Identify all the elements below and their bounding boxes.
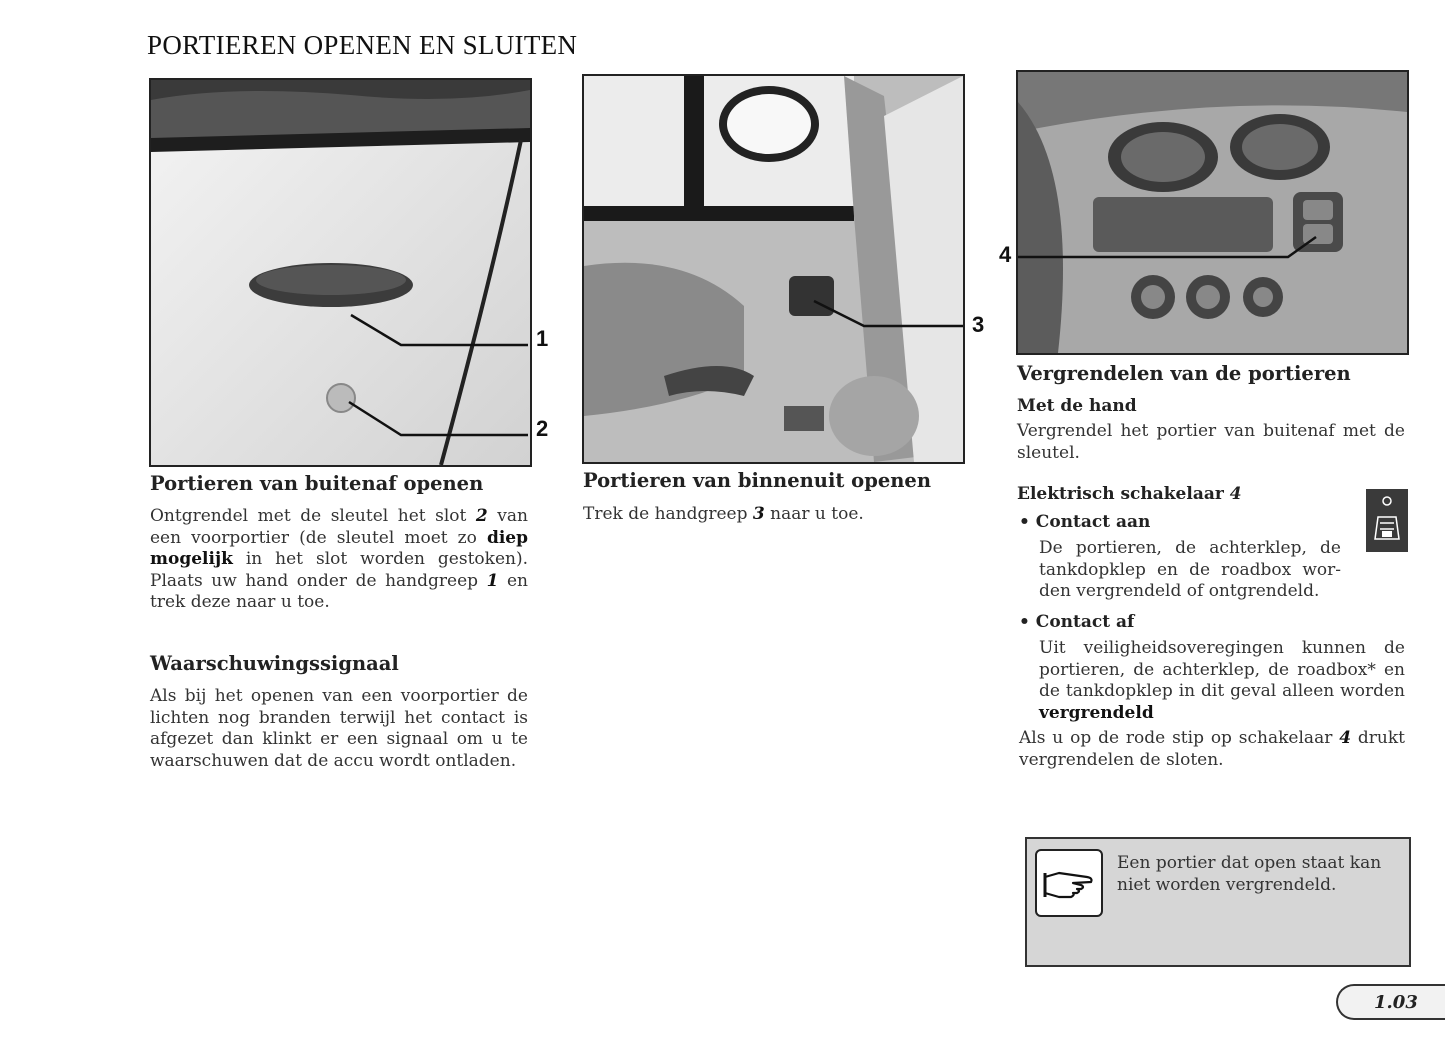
page-number-tab bbox=[1336, 984, 1445, 1020]
paragraph-warning-signal: Als bij het openen van een voorportier de lichten nog branden terwijl het contact is afgezet dan klinkt er een signaal om u te waarschuwen dat de accu wordt ontladen. bbox=[150, 686, 528, 771]
heading-warning-signal: Waarschuwingssignaal bbox=[150, 652, 399, 675]
heading-open-inside: Portieren van binnenuit openen bbox=[583, 469, 931, 492]
interior-door-photo bbox=[582, 74, 965, 464]
callout-1: 1 bbox=[536, 326, 549, 351]
page-number: 1.03 bbox=[1374, 992, 1418, 1013]
pointing-hand-icon bbox=[1035, 849, 1103, 917]
heading-open-outside: Portieren van buitenaf openen bbox=[150, 472, 484, 495]
callout-3: 3 bbox=[972, 312, 985, 337]
dashboard-photo bbox=[1016, 70, 1409, 355]
subheading-electric-switch: Elektrisch schakelaar 4 bbox=[1017, 484, 1242, 504]
heading-locking: Vergrendelen van de portieren bbox=[1017, 362, 1351, 385]
exterior-door-photo bbox=[149, 78, 532, 467]
bullet-contact-off: • Contact af bbox=[1019, 612, 1135, 632]
note-text: Een portier dat open staat kan niet worden vergrendeld. bbox=[1117, 853, 1382, 895]
paragraph-contact-off: Uit veiligheidsoveregingen kunnen de portieren, de achterklep, de roadbox* en de tankdopklep in dit geval alleen worden vergrendeld bbox=[1039, 638, 1405, 723]
note-box bbox=[1025, 837, 1411, 967]
paragraph-open-outside: Ontgrendel met de sleutel het slot 2 van een voorportier (de sleutel moet zo diep mogelijk in het slot worden gestoken). Plaats uw hand onder de handgreep 1 en trek deze naar u toe. bbox=[150, 506, 529, 612]
paragraph-open-inside: Trek de handgreep 3 naar u toe. bbox=[583, 504, 864, 524]
page-title: PORTIEREN OPENEN EN SLUITEN bbox=[147, 30, 578, 60]
paragraph-red-dot: Als u op de rode stip op schakelaar 4 drukt vergrendelen de sloten. bbox=[1019, 728, 1406, 770]
callout-2: 2 bbox=[536, 416, 549, 441]
paragraph-by-hand: Vergrendel het portier van buitenaf met de sleutel. bbox=[1017, 421, 1405, 463]
subheading-by-hand: Met de hand bbox=[1017, 396, 1137, 416]
paragraph-contact-on: De portieren, de achterklep, de tankdopklep en de roadbox wor-den vergrendeld of ontgrendeld. bbox=[1039, 538, 1341, 601]
car-lock-icon bbox=[1366, 489, 1408, 552]
bullet-contact-on: • Contact aan bbox=[1019, 512, 1151, 532]
callout-4: 4 bbox=[999, 242, 1012, 267]
